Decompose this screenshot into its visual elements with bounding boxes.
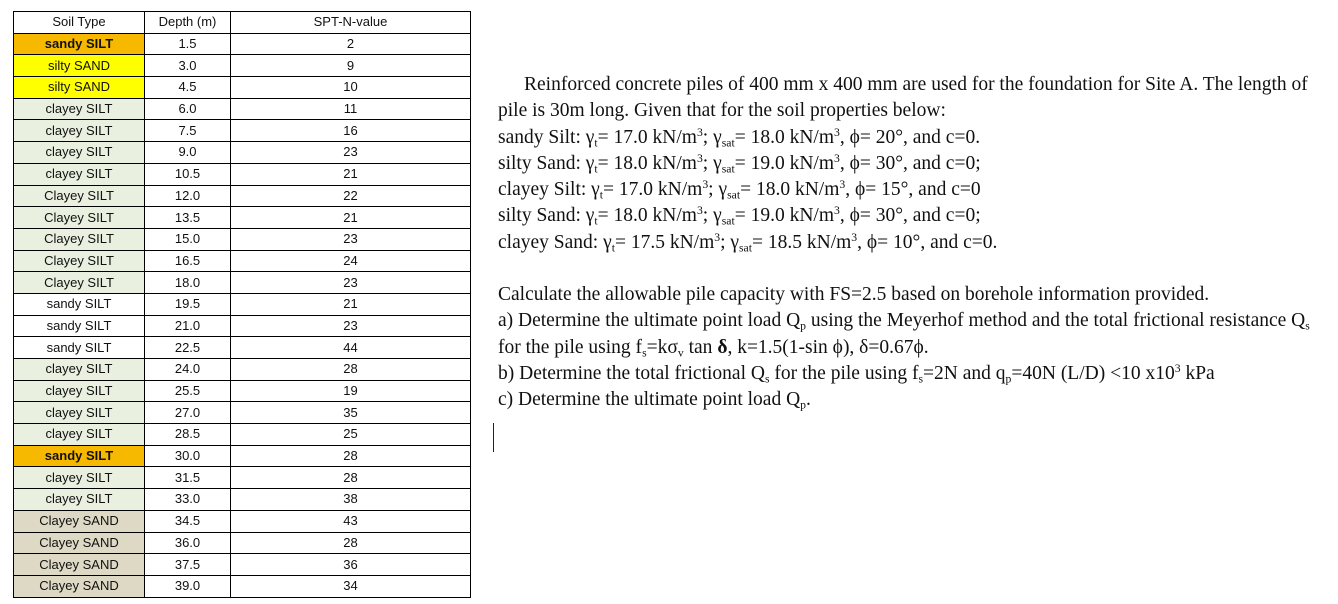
table-row bbox=[14, 424, 471, 446]
table-row bbox=[14, 185, 471, 207]
spt-n-cell: 28 bbox=[231, 359, 471, 381]
table-body bbox=[14, 33, 471, 597]
depth-cell: 24.0 bbox=[145, 359, 231, 381]
problem-statement bbox=[498, 72, 1332, 414]
spt-n-cell: 22 bbox=[231, 185, 471, 207]
spt-n-cell: 28 bbox=[231, 532, 471, 554]
spt-n-cell: 36 bbox=[231, 554, 471, 576]
table-row bbox=[14, 272, 471, 294]
spt-n-cell: 34 bbox=[231, 575, 471, 597]
soil-type-cell: clayey SILT bbox=[14, 424, 145, 446]
table-row bbox=[14, 467, 471, 489]
depth-cell: 36.0 bbox=[145, 532, 231, 554]
depth-cell: 4.5 bbox=[145, 77, 231, 99]
table-row bbox=[14, 228, 471, 250]
soil-type-cell: Clayey SILT bbox=[14, 185, 145, 207]
soil-type-cell: Clayey SILT bbox=[14, 228, 145, 250]
depth-cell: 34.5 bbox=[145, 510, 231, 532]
question-b: b) Determine the total frictional $Q_s$ for the pile using $f_s=2N$ and $q_p=40N$ (L/D) <10 $x10^3$ kPa bbox=[498, 361, 1215, 386]
table-row bbox=[14, 554, 471, 576]
depth-cell: 3.0 bbox=[145, 55, 231, 77]
question-a: a) Determine the ultimate point load $Q_p$ using the Meyerhof method and the total frictional resistance $Q_s$ for the pile using $f_s=k\sigma_v$ tan δ, k=1.5(1-sin ϕ), δ=0.67ϕ. bbox=[498, 310, 1310, 360]
depth-cell: 21.0 bbox=[145, 315, 231, 337]
depth-cell: 28.5 bbox=[145, 424, 231, 446]
soil-type-cell: sandy SILT bbox=[14, 293, 145, 315]
soil-type-cell: Clayey SILT bbox=[14, 272, 145, 294]
depth-cell: 7.5 bbox=[145, 120, 231, 142]
depth-cell: 27.0 bbox=[145, 402, 231, 424]
soil-type-cell: Clayey SAND bbox=[14, 532, 145, 554]
depth-cell: 18.0 bbox=[145, 272, 231, 294]
table-row bbox=[14, 77, 471, 99]
table-row bbox=[14, 293, 471, 315]
depth-cell: 15.0 bbox=[145, 228, 231, 250]
spt-n-cell: 43 bbox=[231, 510, 471, 532]
table-row bbox=[14, 315, 471, 337]
spt-n-cell: 28 bbox=[231, 467, 471, 489]
soil-type-cell: silty SAND bbox=[14, 77, 145, 99]
soil-property-line: silty Sand: $\gamma_t= 18.0$ $kN/m^3$; $\gamma_{sat}= 19.0$ $kN/m^3$, ϕ= 30°, and c=0; bbox=[498, 204, 981, 228]
table-row bbox=[14, 120, 471, 142]
spt-n-cell: 23 bbox=[231, 228, 471, 250]
soil-data-table bbox=[13, 11, 471, 598]
spt-n-cell: 9 bbox=[231, 55, 471, 77]
spt-n-cell: 11 bbox=[231, 98, 471, 120]
table-row bbox=[14, 359, 471, 381]
spt-n-cell: 23 bbox=[231, 272, 471, 294]
table-row bbox=[14, 98, 471, 120]
depth-cell: 39.0 bbox=[145, 575, 231, 597]
text-cursor bbox=[493, 423, 494, 452]
table-row bbox=[14, 250, 471, 272]
soil-type-cell: Clayey SAND bbox=[14, 575, 145, 597]
soil-type-cell: sandy SILT bbox=[14, 337, 145, 359]
soil-type-cell: clayey SILT bbox=[14, 380, 145, 402]
header-soil-type: Soil Type bbox=[14, 12, 145, 34]
soil-type-cell: clayey SILT bbox=[14, 489, 145, 511]
depth-cell: 37.5 bbox=[145, 554, 231, 576]
depth-cell: 22.5 bbox=[145, 337, 231, 359]
soil-type-cell: clayey SILT bbox=[14, 467, 145, 489]
table-header-row bbox=[14, 12, 471, 34]
table-row bbox=[14, 142, 471, 164]
allowable-capacity-statement: Calculate the allowable pile capacity with FS=2.5 based on borehole information provided. bbox=[498, 284, 1210, 306]
table-row bbox=[14, 163, 471, 185]
table-row bbox=[14, 510, 471, 532]
spt-n-cell: 23 bbox=[231, 142, 471, 164]
soil-type-cell: clayey SILT bbox=[14, 163, 145, 185]
spt-n-cell: 21 bbox=[231, 207, 471, 229]
spt-n-cell: 25 bbox=[231, 424, 471, 446]
table-row bbox=[14, 489, 471, 511]
depth-cell: 16.5 bbox=[145, 250, 231, 272]
depth-cell: 13.5 bbox=[145, 207, 231, 229]
soil-type-cell: sandy SILT bbox=[14, 315, 145, 337]
soil-property-line: silty Sand: $\gamma_t= 18.0$ $kN/m^3$; $\gamma_{sat}= 19.0$ $kN/m^3$, ϕ= 30°, and c=0; bbox=[498, 151, 981, 176]
table-row bbox=[14, 33, 471, 55]
soil-type-cell: Clayey SILT bbox=[14, 250, 145, 272]
soil-type-cell: clayey SILT bbox=[14, 359, 145, 381]
table-row bbox=[14, 402, 471, 424]
soil-type-cell: silty SAND bbox=[14, 55, 145, 77]
spt-n-cell: 2 bbox=[231, 33, 471, 55]
problem-intro: Reinforced concrete piles of 400 mm x 400 mm are used for the foundation for Site A. The length of pile is 30m long. Given that for the soil properties below: bbox=[498, 74, 1308, 122]
soil-type-cell: Clayey SAND bbox=[14, 510, 145, 532]
table-row bbox=[14, 207, 471, 229]
header-depth: Depth (m) bbox=[145, 12, 231, 34]
table-row bbox=[14, 575, 471, 597]
soil-type-cell: Clayey SILT bbox=[14, 207, 145, 229]
spt-n-cell: 16 bbox=[231, 120, 471, 142]
soil-property-line: sandy Silt: $\gamma_t= 17.0$ $kN/m^3$; $\gamma_{sat}= 18.0$ $kN/m^3$, ϕ= 20°, and c=0. bbox=[498, 125, 981, 150]
depth-cell: 25.5 bbox=[145, 380, 231, 402]
soil-type-cell: clayey SILT bbox=[14, 120, 145, 142]
spt-n-cell: 35 bbox=[231, 402, 471, 424]
soil-property-line: clayey Sand: $\gamma_t= 17.5$ $kN/m^3$; $\gamma_{sat}= 18.5$ $kN/m^3$, ϕ= 10°, and c=0. bbox=[498, 230, 998, 255]
soil-type-cell: sandy SILT bbox=[14, 445, 145, 467]
soil-type-cell: sandy SILT bbox=[14, 33, 145, 55]
soil-properties-list bbox=[498, 125, 1332, 256]
spt-n-cell: 23 bbox=[231, 315, 471, 337]
spt-n-cell: 19 bbox=[231, 380, 471, 402]
spt-n-cell: 24 bbox=[231, 250, 471, 272]
soil-type-cell: Clayey SAND bbox=[14, 554, 145, 576]
header-spt-n: SPT-N-value bbox=[231, 12, 471, 34]
table-row bbox=[14, 55, 471, 77]
depth-cell: 30.0 bbox=[145, 445, 231, 467]
spt-n-cell: 21 bbox=[231, 163, 471, 185]
depth-cell: 10.5 bbox=[145, 163, 231, 185]
depth-cell: 31.5 bbox=[145, 467, 231, 489]
depth-cell: 33.0 bbox=[145, 489, 231, 511]
soil-type-cell: clayey SILT bbox=[14, 402, 145, 424]
soil-type-cell: clayey SILT bbox=[14, 98, 145, 120]
question-c: c) Determine the ultimate point load $Q_p$. bbox=[498, 389, 811, 412]
depth-cell: 6.0 bbox=[145, 98, 231, 120]
depth-cell: 9.0 bbox=[145, 142, 231, 164]
spt-n-cell: 44 bbox=[231, 337, 471, 359]
depth-cell: 19.5 bbox=[145, 293, 231, 315]
depth-cell: 1.5 bbox=[145, 33, 231, 55]
table-row bbox=[14, 380, 471, 402]
depth-cell: 12.0 bbox=[145, 185, 231, 207]
table-row bbox=[14, 445, 471, 467]
soil-type-cell: clayey SILT bbox=[14, 142, 145, 164]
table-row bbox=[14, 337, 471, 359]
spt-n-cell: 10 bbox=[231, 77, 471, 99]
spt-n-cell: 28 bbox=[231, 445, 471, 467]
soil-property-line: clayey Silt: $\gamma_t= 17.0$ $kN/m^3$; $\gamma_{sat}= 18.0$ $kN/m^3$, ϕ= 15°, and c=0 bbox=[498, 178, 981, 202]
table-row bbox=[14, 532, 471, 554]
spt-n-cell: 21 bbox=[231, 293, 471, 315]
spt-n-cell: 38 bbox=[231, 489, 471, 511]
